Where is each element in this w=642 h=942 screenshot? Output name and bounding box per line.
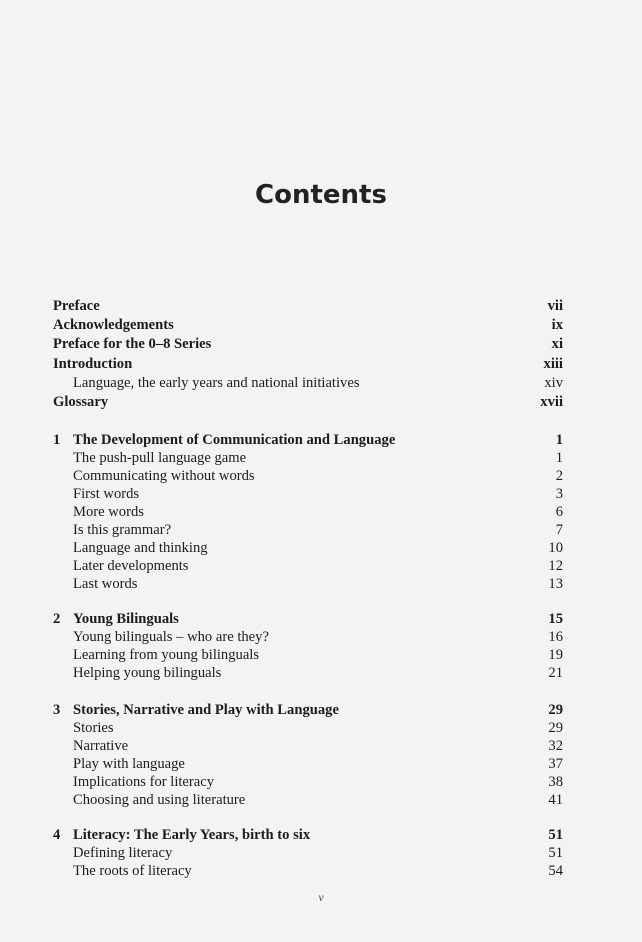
toc-section-entry (53, 557, 563, 575)
toc-entry-title: Language, the early years and national initiatives (73, 374, 360, 391)
toc-section-page: 7 (555, 522, 563, 538)
toc-section-entry (53, 485, 563, 503)
toc-section-title: Defining literacy (73, 845, 173, 861)
toc-section-entry (53, 719, 563, 737)
toc-section-page: 3 (555, 486, 563, 502)
toc-section-title: Stories (73, 720, 114, 736)
toc-section-page: 21 (548, 665, 563, 681)
toc-chapter-title: Literacy: The Early Years, birth to six (73, 827, 311, 843)
toc-entry-page: xvii (540, 394, 563, 410)
toc-section-page: 16 (548, 629, 563, 645)
toc-entry-title: Introduction (53, 355, 133, 372)
toc-section-title: Is this grammar? (73, 522, 172, 538)
toc-section-title: Play with language (73, 756, 185, 772)
toc-chapter-entry (53, 826, 563, 844)
toc-section-page: 2 (555, 468, 563, 484)
toc-section-entry (53, 737, 563, 755)
toc-section-page: 19 (548, 647, 563, 663)
toc-entry-title: Preface for the 0–8 Series (53, 336, 212, 353)
toc-section-page: 12 (548, 558, 563, 574)
toc-section-page: 6 (555, 504, 563, 520)
toc-section-page: 13 (548, 576, 563, 592)
toc-chapter-entry (53, 701, 563, 719)
toc-section-entry (53, 539, 563, 557)
toc-front-entry (53, 355, 563, 373)
toc-chapter-entry (53, 610, 563, 628)
toc-entry-title: Acknowledgements (53, 317, 174, 334)
toc-section-page: 10 (548, 540, 563, 556)
toc-section-title: Helping young bilinguals (73, 665, 222, 681)
toc-section-page: 32 (548, 738, 563, 754)
toc-section-title: Choosing and using literature (73, 792, 246, 808)
toc-section-page: 51 (548, 845, 563, 861)
toc-section-entry (53, 791, 563, 809)
toc-chapter-number: 4 (53, 827, 61, 843)
toc-chapter-number: 3 (53, 702, 61, 718)
toc-section-entry (53, 755, 563, 773)
toc-chapter-page: 15 (548, 611, 563, 627)
toc-entry-title: Preface (53, 298, 100, 314)
toc-section-entry (53, 664, 563, 682)
toc-entry-page: vii (547, 298, 563, 314)
toc-section-title: Last words (73, 576, 138, 592)
toc-section-title: The roots of literacy (73, 863, 192, 879)
toc-section-entry (53, 467, 563, 485)
toc-entry-page: xi (551, 336, 563, 353)
toc-section-entry (53, 844, 563, 862)
toc-entry-page: ix (551, 317, 563, 334)
toc-section-entry (53, 646, 563, 664)
toc-entry-page: xiii (543, 355, 563, 372)
toc-section-entry (53, 862, 563, 880)
toc-section-title: Young bilinguals – who are they? (73, 629, 269, 645)
toc-section-title: Implications for literacy (73, 774, 215, 790)
toc-section-title: Communicating without words (73, 468, 255, 484)
toc-chapter-title: The Development of Communication and Language (73, 432, 396, 448)
toc-section-title: Learning from young bilinguals (73, 647, 260, 663)
toc-front-entry (53, 297, 563, 315)
toc-chapter-title: Young Bilinguals (73, 611, 179, 627)
toc-section-page: 54 (548, 863, 563, 879)
toc-section-title: First words (73, 486, 140, 502)
toc-front-entry (53, 374, 563, 392)
toc-chapter-page: 51 (548, 827, 563, 843)
toc-chapter-number: 1 (53, 432, 61, 448)
toc-section-page: 37 (548, 756, 563, 772)
toc-front-entry (53, 335, 563, 353)
toc-section-entry (53, 503, 563, 521)
toc-section-title: Later developments (73, 558, 189, 574)
toc-section-entry (53, 449, 563, 467)
toc-section-page: 29 (548, 720, 563, 736)
toc-section-page: 41 (548, 792, 563, 808)
toc-chapter-number: 2 (53, 611, 61, 627)
toc-section-title: Language and thinking (73, 540, 208, 556)
toc-section-title: Narrative (73, 738, 129, 754)
toc-section-page: 38 (548, 774, 563, 790)
toc-section-title: More words (73, 504, 144, 520)
page-number: v (318, 890, 324, 904)
toc-chapter-page: 1 (555, 432, 563, 448)
toc-chapter-title: Stories, Narrative and Play with Language (73, 702, 339, 718)
toc-section-entry (53, 628, 563, 646)
toc-entry-title: Glossary (53, 394, 109, 410)
toc-front-entry (53, 316, 563, 334)
page-title: Contents (255, 180, 387, 210)
toc-chapter-page: 29 (548, 702, 563, 718)
toc-section-entry (53, 521, 563, 539)
toc-section-entry (53, 575, 563, 593)
toc-front-entry (53, 393, 563, 411)
toc-section-entry (53, 773, 563, 791)
toc-entry-page: xiv (544, 374, 563, 391)
toc-section-page: 1 (555, 450, 563, 466)
toc-section-title: The push-pull language game (73, 450, 247, 466)
toc-chapter-entry (53, 431, 563, 449)
